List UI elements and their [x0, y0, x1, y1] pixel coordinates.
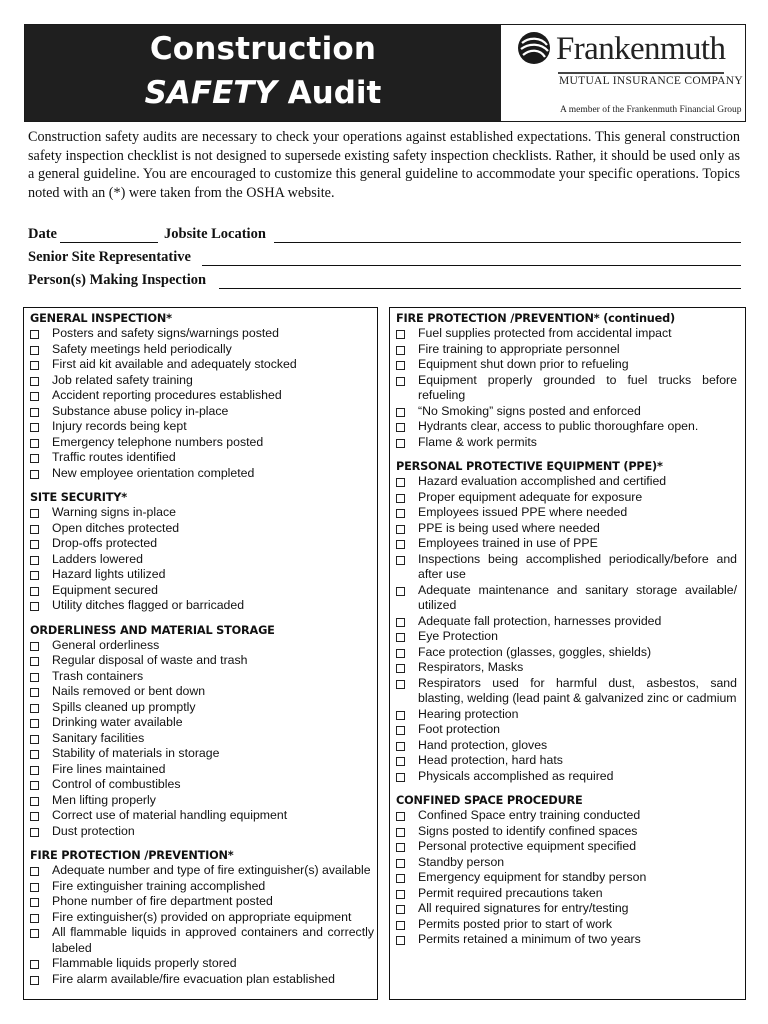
checklist-item-label: Trash containers [52, 668, 144, 683]
section-ppe [390, 459, 745, 784]
section-title: ORDERLINESS AND MATERIAL STORAGE [30, 623, 275, 637]
checklist-item-label: Hydrants clear, access to public thoroughfare open. [418, 419, 699, 433]
inspectors-field[interactable] [219, 288, 741, 289]
checkbox[interactable] [30, 867, 39, 876]
title-banner [25, 25, 501, 121]
checkbox[interactable] [396, 587, 405, 596]
checkbox[interactable] [396, 905, 405, 914]
checkbox[interactable] [30, 377, 39, 386]
checkbox[interactable] [30, 812, 39, 821]
checkbox[interactable] [396, 680, 405, 689]
checklist-item [390, 521, 741, 537]
checklist-item [390, 932, 741, 948]
checklist-item [24, 793, 374, 809]
checkbox[interactable] [396, 828, 405, 837]
company-logo [501, 25, 745, 121]
checklist-item [390, 490, 741, 506]
checkbox[interactable] [30, 439, 39, 448]
checklist-item-label: Traffic routes identified [52, 450, 176, 464]
checkbox[interactable] [396, 843, 405, 852]
checkbox[interactable] [396, 936, 405, 945]
checklist-item [24, 598, 374, 614]
checkbox[interactable] [30, 735, 39, 744]
checklist-item-label: Hazard evaluation accomplished and certified [418, 474, 667, 488]
checklist-item [390, 886, 741, 902]
checklist-item-label: Adequate maintenance and sanitary storage available/ utilized [418, 582, 737, 612]
checklist-item-label: Stability of materials in storage [52, 746, 220, 760]
checklist-item [24, 777, 374, 793]
checklist-item-label: Emergency equipment for standby person [418, 870, 647, 884]
checkbox[interactable] [30, 392, 39, 401]
checkbox[interactable] [30, 556, 39, 565]
checklist-item-label: Sanitary facilities [52, 730, 145, 745]
checkbox[interactable] [396, 556, 405, 565]
checklist-item-label: Fire lines maintained [52, 761, 166, 776]
checklist-item [24, 956, 374, 972]
checkbox[interactable] [396, 874, 405, 883]
checklist-item [390, 824, 741, 840]
checklist-item [24, 567, 374, 583]
checklist-item-label: Respirators used for harmful dust, asbestos, sand blasting, welding (lead paint & galvanized zinc or cadmium [418, 675, 737, 705]
checklist-item-label: Employees trained in use of PPE [418, 536, 598, 550]
checklist-item-label: General orderliness [52, 637, 160, 652]
checklist [24, 505, 377, 614]
section-title: CONFINED SPACE PROCEDURE [396, 794, 583, 807]
checklist-item [24, 536, 374, 552]
date-jobsite-row [28, 226, 741, 246]
checklist-item-label: Eye Protection [418, 629, 498, 643]
logo-subtitle: MUTUAL INSURANCE COMPANY [559, 75, 743, 87]
checkbox[interactable] [30, 898, 39, 907]
checkbox[interactable] [30, 587, 39, 596]
checkbox[interactable] [30, 361, 39, 370]
checklist-item [24, 653, 374, 669]
checklist-item [24, 824, 374, 840]
checklist-item [24, 700, 374, 716]
checkbox[interactable] [396, 423, 405, 432]
jobsite-field[interactable] [274, 242, 741, 243]
checklist-item-label: Permits retained a minimum of two years [418, 932, 641, 946]
checkbox[interactable] [30, 571, 39, 580]
checklist-item-label: Correct use of material handling equipment [52, 808, 288, 822]
senior-rep-field[interactable] [202, 265, 741, 266]
checkbox[interactable] [396, 726, 405, 735]
checklist-item [390, 660, 741, 676]
section-title: SITE SECURITY* [30, 491, 127, 504]
checklist-item [390, 552, 741, 583]
checkbox[interactable] [396, 773, 405, 782]
checkbox[interactable] [396, 494, 405, 503]
checklist-item-label: Equipment secured [52, 582, 158, 597]
checklist-left-column [23, 307, 378, 1000]
checklist [390, 474, 745, 784]
checklist [24, 326, 377, 481]
checklist-item [24, 388, 374, 404]
checklist-item-label: Respirators, Masks [418, 660, 524, 674]
checkbox[interactable] [30, 454, 39, 463]
checklist-item-label: Nails removed or bent down [52, 684, 206, 698]
checklist-item-label: Personal protective equipment specified [418, 839, 637, 853]
checkbox[interactable] [396, 618, 405, 627]
checklist-item [24, 342, 374, 358]
title-emphasis: SAFETY [144, 75, 277, 111]
checklist-item [390, 419, 741, 435]
checklist-item [24, 669, 374, 685]
checklist-item [24, 450, 374, 466]
checklist-item-label: Foot protection [418, 722, 501, 736]
checkbox[interactable] [396, 711, 405, 720]
section-title: FIRE PROTECTION /PREVENTION* (continued) [396, 312, 675, 325]
checklist-item [24, 715, 374, 731]
checklist-item [24, 521, 374, 537]
checklist-item-label: New employee orientation completed [52, 465, 255, 480]
checklist-item [390, 839, 741, 855]
checklist-item-label: Equipment properly grounded to fuel trucks before refueling [418, 372, 737, 402]
checklist-item-label: Inspections being accomplished periodically/before and after use [418, 551, 737, 581]
date-field[interactable] [60, 242, 158, 243]
section-orderliness [24, 623, 377, 840]
checklist-item-label: Fire extinguisher training accomplished [52, 878, 266, 893]
checkbox[interactable] [396, 525, 405, 534]
senior-rep-row [28, 249, 741, 269]
checkbox[interactable] [30, 602, 39, 611]
checklist-item-label: Flame & work permits [418, 434, 537, 449]
checklist-item [24, 466, 374, 482]
checkbox[interactable] [396, 633, 405, 642]
checklist-item-label: Fuel supplies protected from accidental impact [418, 326, 672, 340]
checkbox[interactable] [396, 361, 405, 370]
checkbox[interactable] [30, 914, 39, 923]
checklist-item [24, 404, 374, 420]
checklist-item-label: Utility ditches flagged or barricaded [52, 598, 245, 612]
checkbox[interactable] [396, 664, 405, 673]
checkbox[interactable] [30, 408, 39, 417]
checklist [390, 808, 745, 948]
checklist-item-label: Standby person [418, 854, 505, 869]
checklist-item-label: Drop-offs protected [52, 536, 158, 550]
checklist-item [390, 917, 741, 933]
checkbox[interactable] [30, 766, 39, 775]
checklist-item-label: Permit required precautions taken [418, 885, 603, 900]
checkbox[interactable] [30, 642, 39, 651]
checklist-item [390, 645, 741, 661]
checklist-item-label: Employees issued PPE where needed [418, 505, 628, 519]
checklist-item-label: Accident reporting procedures established [52, 388, 282, 402]
checkbox[interactable] [30, 657, 39, 666]
checkbox[interactable] [30, 781, 39, 790]
date-label: Date [28, 226, 57, 242]
section-title: FIRE PROTECTION /PREVENTION* [30, 849, 234, 862]
checklist-item-label: Warning signs in-place [52, 505, 176, 519]
checkbox[interactable] [396, 890, 405, 899]
checkbox[interactable] [396, 649, 405, 658]
checklist-item-label: Ladders lowered [52, 551, 143, 566]
checklist-item [24, 925, 374, 956]
checklist-item [24, 373, 374, 389]
checklist-item [24, 435, 374, 451]
checklist-item-label: Flammable liquids properly stored [52, 956, 237, 970]
checkbox[interactable] [396, 812, 405, 821]
checklist-item-label: Equipment shut down prior to refueling [418, 357, 629, 371]
checklist-right-column [389, 307, 746, 1000]
checklist-item-label: Dust protection [52, 823, 135, 838]
checklist-item [390, 536, 741, 552]
checkbox[interactable] [30, 688, 39, 697]
checklist-item [390, 676, 741, 707]
checklist-item [390, 583, 741, 614]
checkbox[interactable] [396, 921, 405, 930]
checklist-item-label: Spills cleaned up promptly [52, 699, 196, 714]
checklist-item-label: Job related safety training [52, 372, 193, 387]
checklist-item [24, 863, 374, 879]
senior-rep-label: Senior Site Representative [28, 249, 191, 265]
jobsite-label: Jobsite Location [164, 226, 266, 242]
checklist-item [24, 879, 374, 895]
checkbox[interactable] [30, 673, 39, 682]
section-fire-protection-continued [390, 311, 745, 450]
checklist-item [390, 808, 741, 824]
checkbox[interactable] [30, 828, 39, 837]
checklist-item [390, 722, 741, 738]
title-rest: Audit [276, 75, 382, 111]
logo-member-line: A member of the Frankenmuth Financial Group [560, 105, 742, 115]
checkbox[interactable] [396, 757, 405, 766]
checkbox[interactable] [396, 742, 405, 751]
document-header [24, 24, 746, 122]
logo-name: Frankenmuth [556, 31, 726, 67]
checklist [24, 638, 377, 840]
section-fire-protection [24, 848, 377, 987]
checkbox[interactable] [396, 408, 405, 417]
checklist-item [24, 419, 374, 435]
checklist-item-label: Safety meetings held periodically [52, 341, 232, 356]
inspectors-row [28, 272, 741, 292]
checklist-item-label: All required signatures for entry/testing [418, 901, 629, 915]
section-site-security [24, 490, 377, 614]
checklist-item-label: Hazard lights utilized [52, 567, 166, 581]
checklist-item-label: All flammable liquids in approved containers and correctly labeled [52, 925, 374, 955]
checkbox[interactable] [30, 346, 39, 355]
logo-divider [558, 72, 724, 74]
checklist-item-label: Posters and safety signs/warnings posted [52, 326, 279, 340]
checklist-item [24, 762, 374, 778]
checklist-item-label: Fire alarm available/fire evacuation plan established [52, 971, 335, 986]
checkbox[interactable] [30, 929, 39, 938]
checklist-item-label: Men lifting properly [52, 792, 156, 807]
checklist-item-label: Face protection (glasses, goggles, shields) [418, 644, 652, 659]
title-line-1: Construction [149, 31, 377, 67]
checklist-item [390, 855, 741, 871]
checklist-item [390, 505, 741, 521]
checkbox[interactable] [30, 330, 39, 339]
checklist-item-label: Drinking water available [52, 715, 183, 729]
checklist-item [390, 614, 741, 630]
checklist-item [24, 505, 374, 521]
checklist-item [24, 972, 374, 988]
checkbox[interactable] [30, 750, 39, 759]
checklist-item [390, 870, 741, 886]
checkbox[interactable] [30, 423, 39, 432]
intro-paragraph: Construction safety audits are necessary to check your operations against established expectations. This general construction safety inspection checklist is not designed to supersede existing safety inspection checklists. Rather, it should be used only as a general guideline. You are encouraged to customize this general guideline to accommodate your specific operations. Topics noted with an (*) were taken from the OSHA website. [28, 129, 740, 201]
checklist-item [390, 707, 741, 723]
checkbox[interactable] [30, 470, 39, 479]
checklist-item [24, 357, 374, 373]
checkbox[interactable] [30, 883, 39, 892]
checkbox[interactable] [30, 525, 39, 534]
checklist-item-label: Hearing protection [418, 706, 519, 721]
checklist-item-label: PPE is being used where needed [418, 520, 600, 535]
checklist-item [390, 435, 741, 451]
checklist-item-label: Injury records being kept [52, 419, 187, 433]
checklist-item [24, 552, 374, 568]
checklist-item [390, 474, 741, 490]
checkbox[interactable] [396, 346, 405, 355]
checklist-item [24, 910, 374, 926]
checklist-item-label: Control of combustibles [52, 777, 181, 791]
checklist [390, 326, 745, 450]
section-title: PERSONAL PROTECTIVE EQUIPMENT (PPE)* [396, 460, 663, 473]
section-general-inspection [24, 311, 377, 481]
checklist-item [390, 357, 741, 373]
checklist-item [24, 638, 374, 654]
checklist-item-label: First aid kit available and adequately stocked [52, 357, 297, 371]
section-title: GENERAL INSPECTION* [30, 312, 172, 325]
checklist-item [390, 404, 741, 420]
checklist-item-label: Hand protection, gloves [418, 737, 548, 752]
logo-emblem-icon [517, 31, 551, 65]
checklist-item [390, 901, 741, 917]
checklist-item [390, 326, 741, 342]
checklist-item [24, 583, 374, 599]
checklist-item-label: Physicals accomplished as required [418, 768, 614, 783]
checkbox[interactable] [396, 478, 405, 487]
checklist-item-label: “No Smoking” signs posted and enforced [418, 403, 641, 418]
checklist-item [390, 373, 741, 404]
checklist-item [390, 769, 741, 785]
checklist-item-label: Proper equipment adequate for exposure [418, 489, 643, 504]
checkbox[interactable] [396, 509, 405, 518]
checklist-item [24, 808, 374, 824]
checklist-item-label: Fire extinguisher(s) provided on appropriate equipment [52, 909, 352, 924]
checklist [24, 863, 377, 987]
section-confined-space [390, 793, 745, 948]
checklist-item-label: Permits posted prior to start of work [418, 916, 613, 931]
checkbox[interactable] [396, 439, 405, 448]
checklist-item [24, 326, 374, 342]
inspectors-label: Person(s) Making Inspection [28, 272, 207, 288]
checklist-item [390, 342, 741, 358]
checkbox[interactable] [30, 797, 39, 806]
checklist-item-label: Fire training to appropriate personnel [418, 341, 620, 356]
title-line-2 [25, 75, 501, 111]
checklist-item [390, 738, 741, 754]
checklist-item-label: Emergency telephone numbers posted [52, 434, 264, 449]
checkbox[interactable] [30, 960, 39, 969]
checklist-item-label: Substance abuse policy in-place [52, 403, 229, 418]
checklist-item [390, 629, 741, 645]
checklist-item [24, 731, 374, 747]
checklist-item [24, 684, 374, 700]
checkbox[interactable] [396, 330, 405, 339]
checklist-item [24, 746, 374, 762]
checklist-item [390, 753, 741, 769]
checkbox[interactable] [30, 976, 39, 985]
checklist-item-label: Confined Space entry training conducted [418, 808, 641, 822]
checkbox[interactable] [396, 540, 405, 549]
checklist-item-label: Adequate number and type of fire extinguisher(s) available [52, 863, 371, 877]
checkbox[interactable] [396, 859, 405, 868]
checklist-item-label: Signs posted to identify confined spaces [418, 823, 638, 838]
checklist-item-label: Head protection, hard hats [418, 753, 563, 767]
checklist-item-label: Open ditches protected [52, 520, 180, 535]
checkbox[interactable] [30, 540, 39, 549]
checkbox[interactable] [30, 704, 39, 713]
checkbox[interactable] [396, 377, 405, 386]
checklist-item-label: Adequate fall protection, harnesses provided [418, 613, 662, 628]
checklist-item-label: Regular disposal of waste and trash [52, 653, 248, 667]
checklist-item-label: Phone number of fire department posted [52, 894, 273, 908]
checklist-item [24, 894, 374, 910]
checkbox[interactable] [30, 719, 39, 728]
checkbox[interactable] [30, 509, 39, 518]
